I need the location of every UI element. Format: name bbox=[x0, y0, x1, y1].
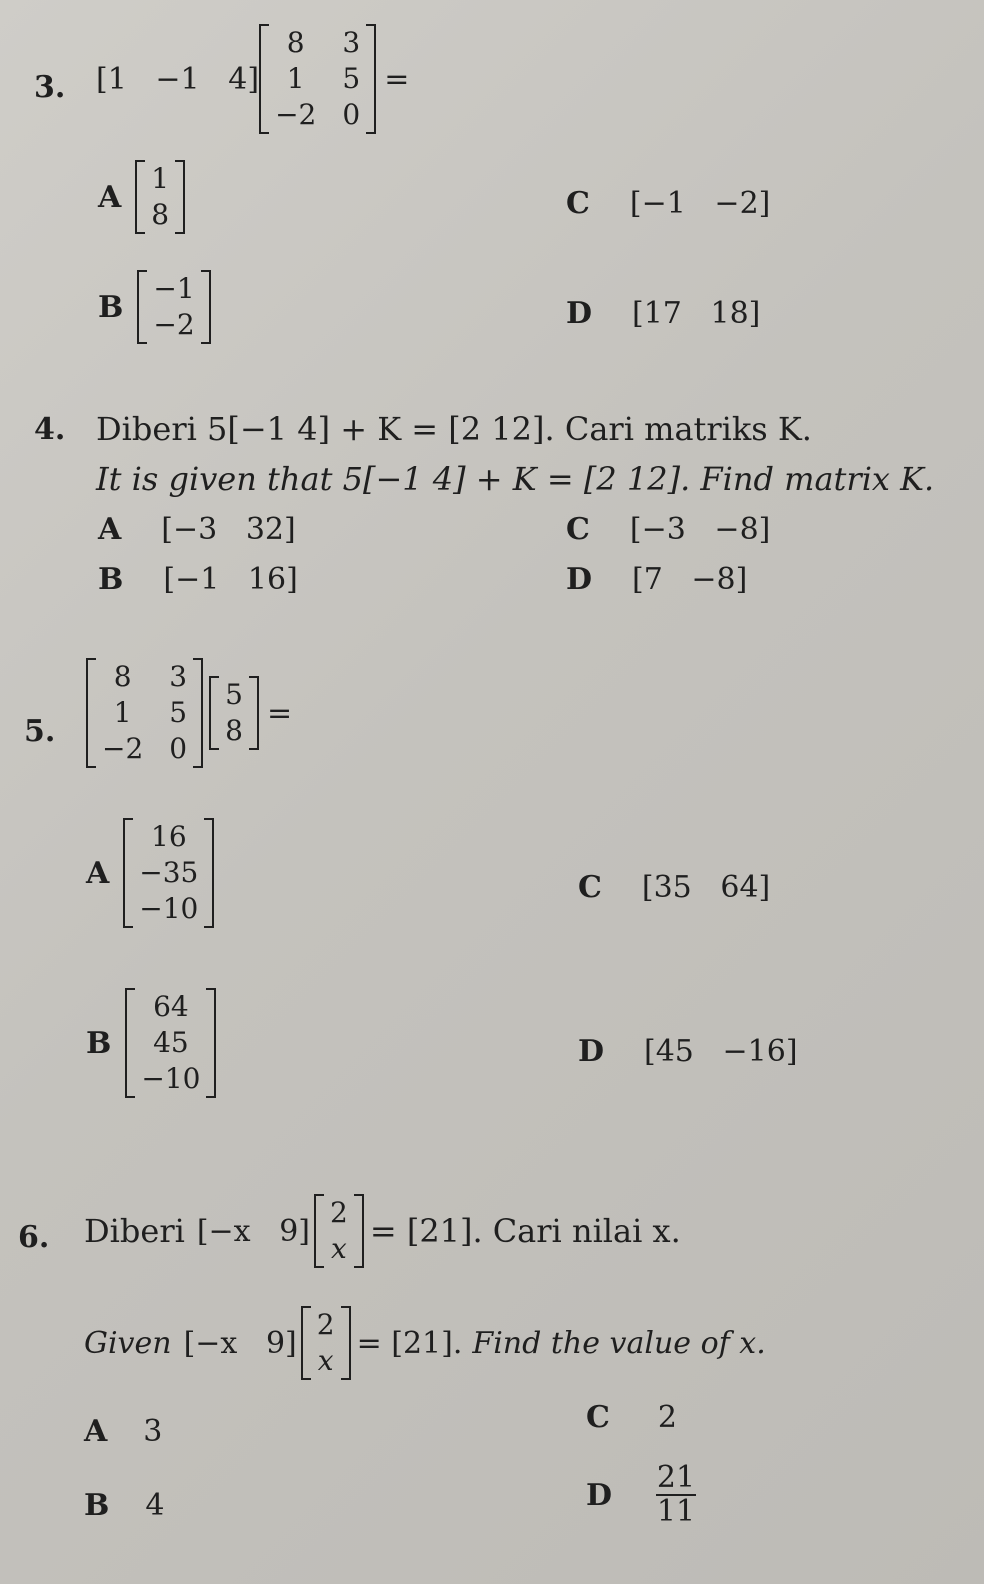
q3-option-b-matrix: −1 −2 bbox=[137, 270, 210, 344]
q6-option-d[interactable]: D $\frac{21}{11}$ bbox=[586, 1460, 696, 1529]
q5-vector: 5 8 bbox=[209, 676, 259, 750]
q3-equals: = bbox=[384, 61, 410, 97]
question-4-number: 4. bbox=[34, 412, 66, 447]
q5-matrix: 8 3 1 5 −2 0 bbox=[86, 658, 203, 768]
q6-column-vector-english: 2 x bbox=[301, 1306, 351, 1380]
q5-option-b-matrix: 64 45 −10 bbox=[125, 988, 216, 1098]
q6-option-b[interactable]: B 4 bbox=[84, 1488, 165, 1523]
question-5-expression bbox=[86, 658, 292, 772]
q4-option-b[interactable]: B [−1 16] bbox=[98, 562, 298, 597]
question-6-malay: Diberi [−x 9] 2 x = [21]. Cari nilai x. bbox=[84, 1194, 681, 1268]
q6-option-a[interactable]: A 3 bbox=[84, 1414, 163, 1449]
q5-option-b[interactable]: B 64 45 −10 bbox=[86, 988, 216, 1098]
question-3-number: 3. bbox=[34, 70, 66, 105]
q5-option-a[interactable]: A 16 −35 −10 bbox=[86, 818, 214, 928]
q3-option-a-matrix: 1 8 bbox=[135, 160, 185, 234]
q3-option-d[interactable]: D [17 18] bbox=[566, 296, 761, 331]
q4-option-a[interactable]: A [−3 32] bbox=[98, 512, 296, 547]
q3-row-vector: [1 −1 4] bbox=[96, 61, 260, 97]
q5-equals: = bbox=[266, 695, 293, 731]
q3-option-a[interactable]: A 1 8 bbox=[98, 160, 185, 234]
q3-option-c[interactable]: C [−1 −2] bbox=[566, 186, 771, 221]
q4-option-c[interactable]: C [−3 −8] bbox=[566, 512, 771, 547]
q5-option-a-matrix: 16 −35 −10 bbox=[123, 818, 214, 928]
q3-option-b[interactable]: B −1 −2 bbox=[98, 270, 211, 344]
q6-option-c[interactable]: C 2 bbox=[586, 1400, 677, 1435]
question-4-malay: Diberi 5[−1 4] + K = [2 12]. Cari matriks K. bbox=[96, 410, 812, 448]
q5-option-c[interactable]: C [35 64] bbox=[578, 870, 771, 905]
question-5-number: 5. bbox=[24, 714, 56, 749]
question-6-english: Given [−x 9] 2 x = [21]. Find the value of x. bbox=[84, 1306, 766, 1380]
q5-option-d[interactable]: D [45 −16] bbox=[578, 1034, 798, 1069]
question-4-english: It is given that 5[−1 4] + K = [2 12]. Find matrix K. bbox=[96, 460, 935, 498]
question-3-expression bbox=[96, 24, 409, 134]
q4-option-d[interactable]: D [7 −8] bbox=[566, 562, 748, 597]
q6-column-vector: 2 x bbox=[314, 1194, 364, 1268]
q6-option-d-fraction: $\frac{21}{11}$ bbox=[656, 1460, 696, 1529]
q3-matrix: 8 3 1 5 −2 0 bbox=[259, 24, 376, 134]
question-6-number: 6. bbox=[18, 1220, 50, 1255]
